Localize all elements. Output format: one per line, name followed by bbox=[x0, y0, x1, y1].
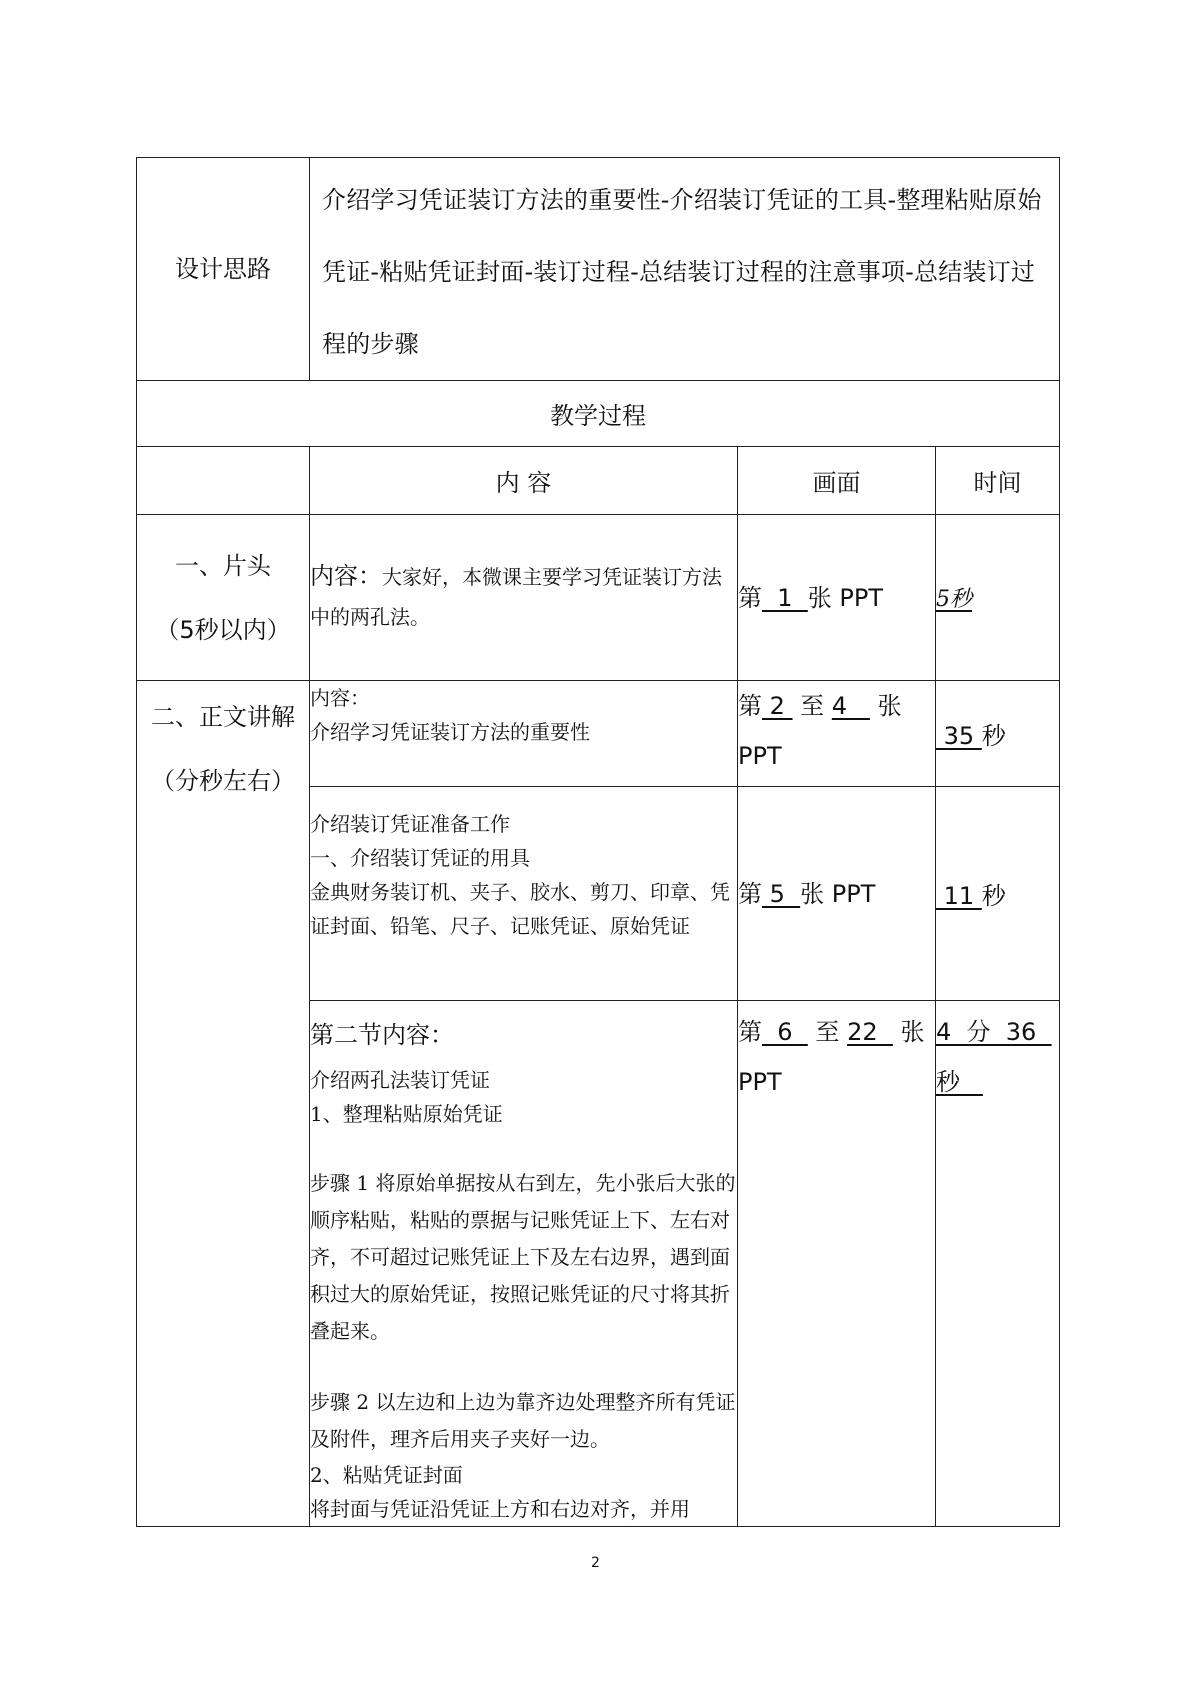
section1-row bbox=[137, 515, 1060, 681]
design-text: 介绍学习凭证装订方法的重要性-介绍装订凭证的工具-整理粘贴原始凭证-粘贴凭证封面-装订过程-总结装订过程的注意事项-总结装订过程的步骤 bbox=[310, 158, 1060, 381]
content-line: 1、整理粘贴原始凭证 bbox=[310, 1102, 503, 1126]
ppt-suffix: 张 PPT bbox=[800, 879, 876, 908]
content-line: 将封面与凭证沿凭证上方和右边对齐，并用 bbox=[310, 1497, 690, 1521]
section2-row2-content bbox=[310, 787, 738, 1001]
section2-row2-ppt bbox=[738, 787, 936, 1001]
section2-row3-time bbox=[936, 1001, 1060, 1527]
content-line: 介绍两孔法装订凭证 bbox=[310, 1068, 490, 1092]
ppt-number-start: 6 bbox=[762, 1018, 808, 1046]
ppt-prefix: 第 bbox=[738, 692, 762, 720]
time-unit: 秒 bbox=[981, 882, 1006, 910]
ppt-prefix: 第 bbox=[738, 1018, 762, 1046]
section1-content-body: 大家好，本微课主要学习凭证装订方法中的两孔法。 bbox=[310, 565, 722, 629]
content-line: 介绍学习凭证装订方法的重要性 bbox=[310, 720, 590, 744]
ppt-suffix: 张 bbox=[892, 1018, 925, 1046]
time-line-1: 4 分 36 bbox=[936, 1018, 1052, 1046]
ppt-to: 至 bbox=[792, 692, 832, 720]
content-line: 金典财务装订机、夹子、胶水、剪刀、印章、凭证封面、铅笔、尺子、记账凭证、原始凭证 bbox=[310, 880, 730, 938]
ppt-suffix: 张 bbox=[869, 692, 902, 720]
section1-time-cell bbox=[936, 515, 1060, 681]
header-empty bbox=[137, 447, 310, 515]
section2-row1-content bbox=[310, 681, 738, 787]
ppt-prefix: 第 bbox=[738, 583, 762, 612]
ppt-suffix: 张 PPT bbox=[807, 583, 884, 612]
ppt-number-end: 22 bbox=[847, 1018, 893, 1046]
step-1-text: 步骤 1 将原始单据按从右到左，先小张后大张的顺序粘贴，粘贴的票据与记账凭证上下、左右对齐，不可超过记账凭证上下及左右边界，遇到面积过大的原始凭证，按照记账凭证的尺寸将其折叠起来。 bbox=[310, 1171, 736, 1343]
time-line-2: 秒 bbox=[936, 1068, 983, 1096]
step-2-text: 步骤 2 以左边和上边为靠齐边处理整齐所有凭证及附件，理齐后用夹子夹好一边。 bbox=[310, 1390, 736, 1451]
header-content: 内 容 bbox=[310, 447, 738, 515]
ppt-prefix: 第 bbox=[738, 879, 762, 908]
page-number: 2 bbox=[591, 1555, 600, 1571]
section2-row1-ppt bbox=[738, 681, 936, 787]
time-number: 11 bbox=[936, 882, 982, 910]
header-screen: 画面 bbox=[738, 447, 936, 515]
process-title: 教学过程 bbox=[137, 381, 1060, 447]
content-line: 2、粘贴凭证封面 bbox=[310, 1463, 463, 1487]
lesson-plan-table bbox=[136, 157, 1060, 1527]
content-line: 内容： bbox=[310, 686, 370, 710]
section2-sublabel: （分秒左右） bbox=[151, 767, 295, 795]
header-row bbox=[137, 447, 1060, 515]
section2-row3-content bbox=[310, 1001, 738, 1527]
spacer bbox=[310, 1131, 737, 1165]
section2-label-cell bbox=[137, 681, 310, 1527]
ppt-number-start: 2 bbox=[762, 692, 793, 720]
process-title-row bbox=[137, 381, 1060, 447]
section2-label: 二、正文讲解 bbox=[151, 703, 295, 731]
section2-row3-ppt bbox=[738, 1001, 936, 1527]
section2-row1-time bbox=[936, 681, 1060, 787]
time-number: 35 bbox=[936, 722, 982, 750]
ppt-number: 1 bbox=[762, 583, 808, 612]
time-unit: 秒 bbox=[981, 722, 1006, 750]
content-line: 一、介绍装订凭证的用具 bbox=[310, 846, 530, 870]
spacer bbox=[310, 1350, 737, 1384]
section1-sublabel: （5秒以内） bbox=[155, 615, 291, 644]
header-time: 时间 bbox=[936, 447, 1060, 515]
design-label: 设计思路 bbox=[137, 158, 310, 381]
ppt-label: PPT bbox=[738, 742, 782, 770]
section1-content-head: 内容： bbox=[310, 562, 382, 590]
section1-time: 5秒 bbox=[936, 587, 972, 612]
section1-ppt bbox=[738, 515, 936, 681]
section1-content bbox=[310, 515, 738, 681]
section1-label-cell bbox=[137, 515, 310, 681]
section2-row1 bbox=[137, 681, 1060, 787]
ppt-label: PPT bbox=[738, 1068, 782, 1096]
section-heading: 第二节内容： bbox=[310, 1021, 454, 1049]
content-line: 介绍装订凭证准备工作 bbox=[310, 812, 510, 836]
ppt-number-end: 4 bbox=[831, 692, 870, 720]
ppt-number: 5 bbox=[762, 879, 801, 908]
design-row bbox=[137, 158, 1060, 381]
section2-row2-time bbox=[936, 787, 1060, 1001]
ppt-to: 至 bbox=[807, 1018, 848, 1046]
section1-label: 一、片头 bbox=[175, 551, 271, 580]
